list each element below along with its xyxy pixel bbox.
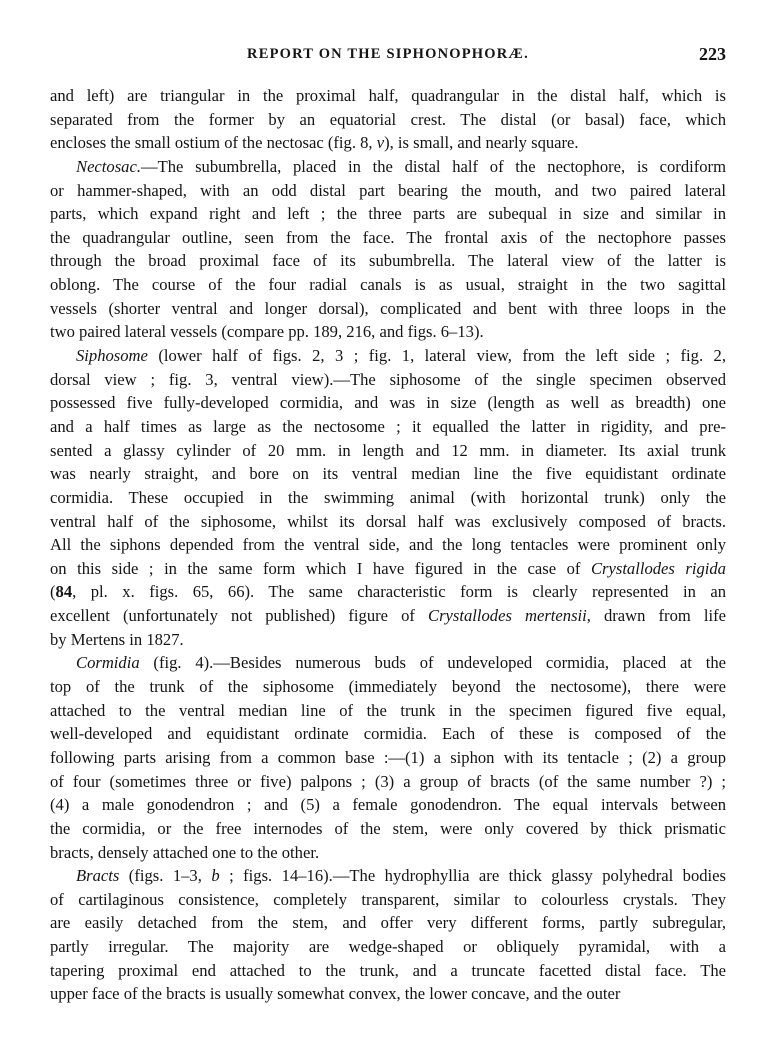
text-line [50, 580, 726, 604]
bold-reference: 84 [55, 582, 73, 602]
text-line [50, 368, 726, 392]
text-span: vessels (shorter ventral and longer dorsal), complicated and bent with three loops in the [50, 298, 726, 318]
text-line [50, 108, 726, 132]
text-line [50, 179, 726, 203]
text-span: top of the trunk of the siphosome (immediately beyond the nectosome), there were [50, 677, 726, 697]
text-span: (figs. 1–3, [119, 866, 212, 886]
text-line [50, 297, 726, 321]
text-line [50, 982, 726, 1006]
text-line [50, 273, 726, 297]
text-span: (lower half of figs. 2, 3 ; fig. 1, lateral view, from the left side ; fig. 2, [147, 346, 726, 366]
italic-span: Bracts [76, 866, 120, 886]
text-line [50, 628, 726, 652]
running-header [50, 44, 726, 68]
text-span: partly irregular. The majority are wedge-shaped or obliquely pyramidal, with a [50, 937, 726, 957]
text-line [50, 226, 726, 250]
text-span: the quadrangular outline, seen from the face. The frontal axis of the nectophore passes [50, 227, 726, 247]
text-span: and a half times as large as the nectosome ; it equalled the latter in rigidity, and pre- [50, 416, 726, 436]
running-title: REPORT ON THE SIPHONOPHORÆ. [247, 46, 529, 62]
text-span: excellent (unfortunately not published) figure of [50, 606, 429, 626]
text-span: ( [50, 582, 56, 602]
text-line [50, 557, 726, 581]
text-span: tapering proximal end attached to the trunk, and a truncate facetted distal face. The [50, 960, 726, 980]
text-line [50, 699, 726, 723]
text-span: All the siphons depended from the ventral side, and the long tentacles were prominent only [50, 535, 726, 555]
text-line [50, 746, 726, 770]
text-line [50, 439, 726, 463]
paragraph [50, 344, 726, 651]
text-span: ), is small, and nearly square. [384, 133, 579, 153]
text-line [50, 202, 726, 226]
paragraph [50, 84, 726, 155]
text-span: of four (sometimes three or five) palpons ; (3) a group of bracts (of the same number ?) ; [50, 771, 726, 791]
text-line [50, 793, 726, 817]
text-line [50, 391, 726, 415]
text-span: dorsal view ; fig. 3, ventral view).—The siphosome of the single specimen observed [50, 369, 726, 389]
text-span: or hammer-shaped, with an odd distal part bearing the mouth, and two paired lateral [50, 180, 726, 200]
text-span: (4) a male gonodendron ; and (5) a female gonodendron. The equal intervals between [50, 795, 726, 815]
text-span: was nearly straight, and bore on its ventral median line the five equidistant ordinate [50, 464, 726, 484]
text-span: and left) are triangular in the proximal half, quadrangular in the distal half, which is [50, 86, 726, 105]
body-text [50, 84, 726, 1006]
page-number: 223 [699, 44, 726, 64]
italic-span: Crystallodes rigida [590, 558, 726, 578]
text-span: ventral half of the siphosome, whilst its dorsal half was exclusively composed of bracts. [50, 511, 726, 531]
text-span: are easily detached from the stem, and offer very different forms, partly subregular, [50, 913, 726, 933]
text-line [50, 864, 726, 888]
text-span: (fig. 4).—Besides numerous buds of undeveloped cormidia, placed at the [139, 653, 726, 673]
text-line [50, 675, 726, 699]
text-span: the cormidia, or the free internodes of the stem, were only covered by thick prismatic [50, 818, 726, 838]
text-line [50, 84, 726, 108]
paragraph [50, 155, 726, 344]
text-span: —The subumbrella, placed in the distal half of the nectophore, is cordiform [140, 156, 726, 176]
text-span: parts, which expand right and left ; the three parts are subequal in size and similar in [50, 204, 726, 224]
text-line [50, 249, 726, 273]
text-span: possessed five fully-developed cormidia, and was in size (length as well as breadth) one [50, 393, 726, 413]
text-line [50, 770, 726, 794]
italic-span: Nectosac. [76, 156, 141, 176]
text-span: well-developed and equidistant ordinate cormidia. Each of these is composed of the [50, 724, 726, 744]
text-line [50, 486, 726, 510]
text-line [50, 415, 726, 439]
text-span: ; figs. 14–16).—The hydrophyllia are thick glassy polyhedral bodies [219, 866, 726, 886]
text-line [50, 841, 726, 865]
text-span: by Mertens in 1827. [50, 629, 184, 649]
paragraph [50, 651, 726, 864]
text-line [50, 131, 726, 155]
text-span: two paired lateral vessels (compare pp. 189, 216, and figs. 6–13). [50, 322, 484, 342]
text-span: , drawn from life [586, 606, 726, 626]
text-span: through the broad proximal face of its subumbrella. The lateral view of the latter is [50, 251, 726, 271]
text-line [50, 888, 726, 912]
text-line [50, 344, 726, 368]
text-span: , pl. x. figs. 65, 66). The same characteristic form is clearly represented in an [72, 582, 726, 602]
text-line [50, 959, 726, 983]
text-line [50, 651, 726, 675]
text-span: separated from the former by an equatorial crest. The distal (or basal) face, which [50, 109, 726, 129]
text-span: on this side ; in the same form which I have figured in the case of [50, 558, 591, 578]
italic-span: Siphosome [76, 346, 148, 366]
italic-span: b [211, 866, 220, 886]
text-line [50, 320, 726, 344]
text-line [50, 533, 726, 557]
text-span: attached to the ventral median line of the trunk in the specimen figured five equal, [50, 700, 726, 720]
text-line [50, 911, 726, 935]
text-span: of cartilaginous consistence, completely transparent, similar to colourless crystals. They [50, 889, 726, 909]
text-span: encloses the small ostium of the nectosac (fig. 8, [50, 133, 377, 153]
text-line [50, 817, 726, 841]
text-line [50, 722, 726, 746]
text-line [50, 935, 726, 959]
text-span: cormidia. These occupied in the swimming animal (with horizontal trunk) only the [50, 487, 726, 507]
text-span: oblong. The course of the four radial canals is as usual, straight in the two sagittal [50, 275, 726, 295]
text-line [50, 510, 726, 534]
text-span: upper face of the bracts is usually somewhat convex, the lower concave, and the outer [50, 984, 621, 1004]
paragraph [50, 864, 726, 1006]
italic-span: Crystallodes mertensii [428, 606, 587, 626]
text-span: sented a glassy cylinder of 20 mm. in length and 12 mm. in diameter. Its axial trunk [50, 440, 726, 460]
text-line [50, 462, 726, 486]
text-line [50, 155, 726, 179]
text-span: following parts arising from a common base :—(1) a siphon with its tentacle ; (2) a group [50, 747, 726, 767]
text-span: bracts, densely attached one to the other. [50, 842, 320, 862]
italic-span: v [376, 133, 385, 153]
italic-span: Cormidia [76, 653, 140, 673]
text-line [50, 604, 726, 628]
